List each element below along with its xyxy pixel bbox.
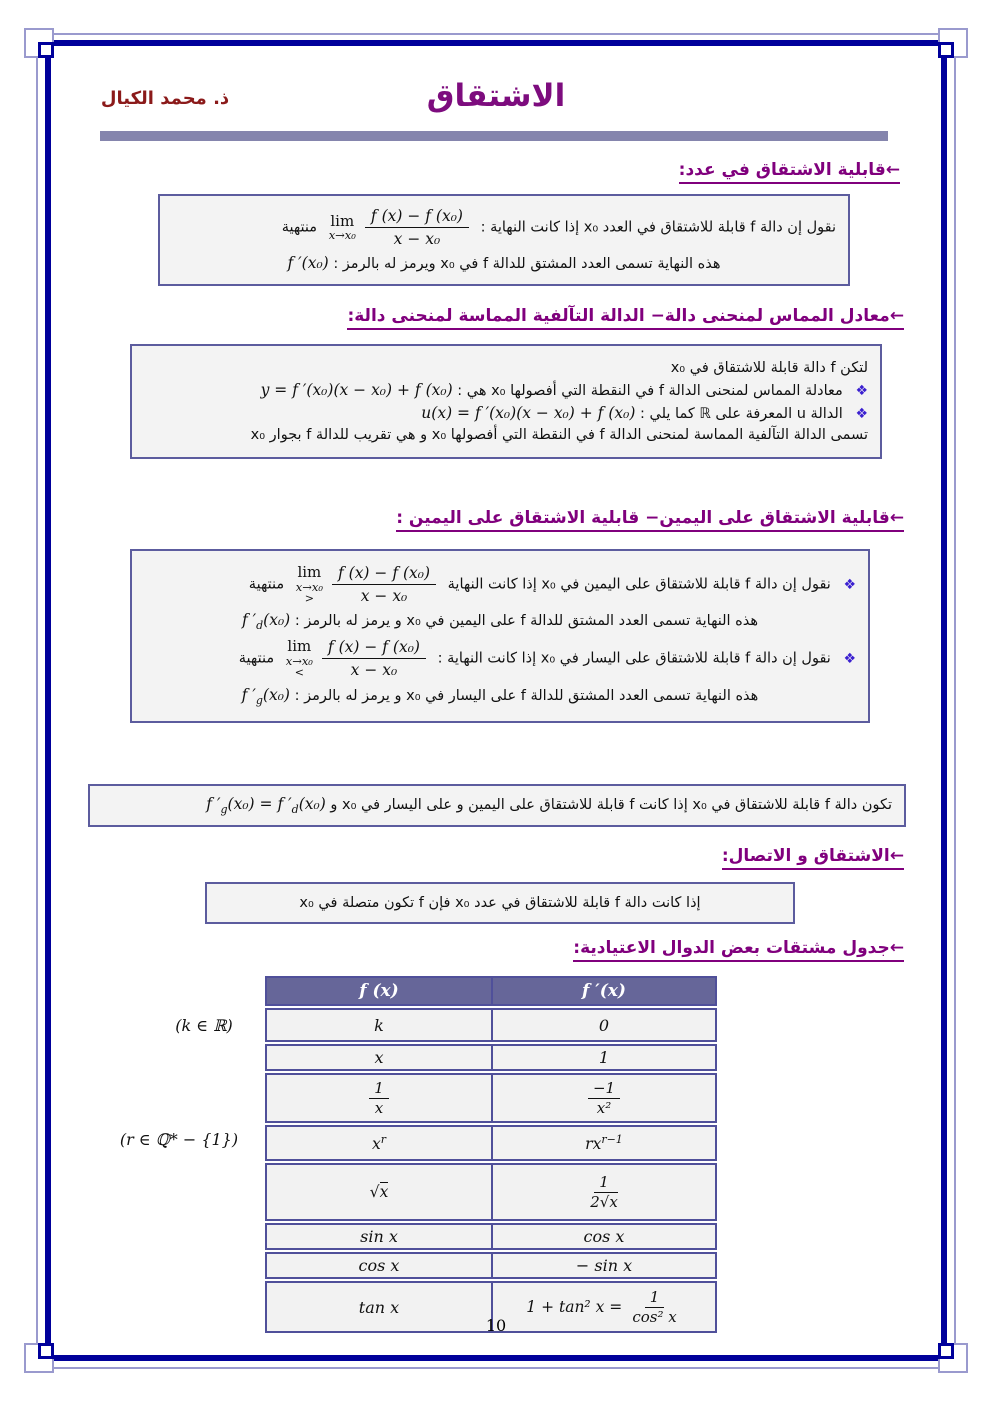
table-row xyxy=(265,1044,717,1071)
definition-box-derivability xyxy=(158,194,850,286)
cell-fx: sin x xyxy=(360,1227,398,1246)
lim-subscript: x→x₀ xyxy=(328,228,356,243)
right-derivability-line xyxy=(144,564,856,605)
lim-direction: > xyxy=(304,592,314,606)
section-heading-differentiability xyxy=(679,160,900,184)
approximation-line xyxy=(144,427,868,443)
derivative-number-text: هذه النهاية تسمى العدد المشتق للدالة f في x₀ ويرمز له بالرمز : xyxy=(333,256,721,272)
heading-text: جدول مشتقات بعض الدوال الاعتيادية: xyxy=(573,938,890,958)
subscript-g: g xyxy=(220,803,228,817)
denominator: cos² x xyxy=(632,1307,677,1326)
fraction xyxy=(585,1173,623,1212)
annotation-r-in-Q: (r ∈ ℚ* − {1}) xyxy=(119,1130,239,1149)
table-header-fx: f (x) xyxy=(359,981,399,1001)
left-limit-expression xyxy=(286,638,426,679)
section-heading-tangent xyxy=(347,306,904,330)
lim-subscript: x→x₀ xyxy=(285,653,313,668)
left-derivability-line xyxy=(144,638,856,679)
one-sided-box xyxy=(130,549,870,723)
sqrt-expression xyxy=(370,1183,389,1201)
cell-dfx xyxy=(491,1165,715,1219)
difference-quotient xyxy=(365,207,469,248)
cell-fx: cos x xyxy=(358,1256,400,1275)
denominator: x − x₀ xyxy=(360,587,408,606)
numerator: 1 xyxy=(645,1288,665,1308)
lim-subscript: x→x₀ xyxy=(295,579,323,594)
page-title: الاشتقاق xyxy=(426,78,566,114)
divider-bar xyxy=(100,131,888,141)
annotation-k-in-R: (k ∈ ℝ) xyxy=(175,1016,233,1035)
limit-expression xyxy=(329,207,469,248)
table-row xyxy=(265,1008,717,1042)
cell-fx: x xyxy=(374,1048,384,1067)
corner-ornament-inner xyxy=(938,42,954,58)
cell-fx xyxy=(267,1075,491,1121)
argument: (x₀) xyxy=(262,685,290,704)
subscript-g: g xyxy=(255,693,263,707)
cell-dfx: cos x xyxy=(491,1225,715,1248)
limit-symbol xyxy=(286,638,313,679)
cell-dfx: 1 xyxy=(491,1046,715,1069)
numerator: −1 xyxy=(588,1079,620,1099)
derivative-symbol: f ′(x₀) xyxy=(287,254,329,272)
affine-function-text: الدالة u المعرفة على ℝ كما يلي : xyxy=(640,406,843,422)
equals-sign: = xyxy=(259,795,273,813)
fraction xyxy=(369,1079,389,1118)
table-row xyxy=(265,1125,717,1161)
corner-ornament-inner xyxy=(938,1343,954,1359)
heading-text: معادل المماس لمنحنى دالة− الدالة التآلفية المماسة لمنحنى دالة: xyxy=(347,306,890,326)
subscript-d: d xyxy=(256,619,264,633)
f-prime: f ′ xyxy=(241,685,256,704)
definition-line xyxy=(172,207,836,248)
tangent-equation: y = f ′(x₀)(x − x₀) + f (x₀) xyxy=(260,381,453,399)
arrow-icon: ← xyxy=(889,306,904,326)
diamond-bullet-icon: ❖ xyxy=(855,383,868,399)
exponent: r−1 xyxy=(601,1132,623,1146)
finite-label: منتهية xyxy=(281,219,318,236)
cell-dfx: 0 xyxy=(491,1010,715,1040)
affine-function-line xyxy=(144,404,868,422)
table-row xyxy=(265,1223,717,1250)
table-row xyxy=(265,1073,717,1123)
equality-formula xyxy=(206,795,326,817)
heading-text: قابلية الاشتقاق في عدد: xyxy=(678,160,886,180)
cell-dfx: − sin x xyxy=(491,1254,715,1277)
cell-dfx xyxy=(491,1075,715,1121)
continuity-text: إذا كانت دالة f قابلة للاشتقاق في عدد x₀ فإن f تكون متصلة في x₀ xyxy=(299,895,701,911)
lim-word: lim xyxy=(297,563,322,581)
right-derivative-number-line xyxy=(144,611,856,632)
left-derivative-symbol xyxy=(241,685,290,707)
right-derivative-text: هذه النهاية تسمى العدد المشتق للدالة f على اليمين في x₀ و يرمز له بالرمز : xyxy=(294,613,759,630)
argument: (x₀) xyxy=(227,795,255,813)
table-row xyxy=(265,1163,717,1221)
finite-label: منتهية xyxy=(248,576,285,593)
denominator xyxy=(585,1193,623,1212)
equivalence-box xyxy=(88,784,906,827)
base: x xyxy=(371,1135,381,1154)
numerator: f (x) − f (x₀) xyxy=(332,564,436,585)
radicand: x xyxy=(379,1183,389,1201)
page-number: 10 xyxy=(485,1316,507,1335)
argument: (x₀) xyxy=(298,795,326,813)
numerator: 1 xyxy=(369,1079,389,1099)
f-prime: f ′ xyxy=(241,611,257,630)
right-derivative-symbol xyxy=(241,611,291,633)
cell-dfx xyxy=(491,1127,715,1159)
approximation-text: تسمى الدالة التآلفية المماسة لمنحنى الدالة f في النقطة التي أفصولها x₀ و هي تقريب للدالة f بجوار x₀ xyxy=(250,427,868,443)
continuity-box xyxy=(205,882,795,924)
right-derivability-text: نقول إن دالة f قابلة للاشتقاق على اليمين في x₀ إذا كانت النهاية xyxy=(447,576,831,593)
equivalence-text: تكون دالة f قابلة للاشتقاق في x₀ إذا كانت f قابلة للاشتقاق على اليمين و على اليسار في x₀ و xyxy=(330,797,892,813)
corner-ornament-inner xyxy=(38,1343,54,1359)
lim-direction: < xyxy=(294,666,304,680)
definition-text: نقول إن دالة f قابلة للاشتقاق في العدد x₀ إذا كانت النهاية : xyxy=(480,219,836,236)
f-prime: f ′ xyxy=(277,795,292,813)
radical-sign: √ xyxy=(369,1183,380,1201)
right-limit-expression xyxy=(296,564,436,605)
f-prime: f ′ xyxy=(206,795,221,813)
numerator: f (x) − f (x₀) xyxy=(322,638,426,659)
heading-text: الاشتقاق و الاتصال: xyxy=(721,846,890,866)
table-header-row xyxy=(265,976,717,1006)
arrow-icon: ← xyxy=(889,508,904,528)
denominator: x² xyxy=(596,1098,612,1117)
subscript-d: d xyxy=(291,803,299,817)
lim-word: lim xyxy=(287,637,312,656)
exponent: r xyxy=(380,1132,386,1146)
radicand: x xyxy=(609,1192,618,1211)
cell-fx xyxy=(267,1127,491,1159)
power-expression xyxy=(372,1133,386,1153)
coefficient: 2 xyxy=(590,1192,600,1211)
numerator: 1 xyxy=(594,1173,614,1193)
limit-symbol xyxy=(329,213,356,242)
section-heading-one-sided xyxy=(396,508,904,532)
derivative-number-line xyxy=(172,254,836,272)
arrow-icon: ← xyxy=(889,846,904,866)
cell-fx: tan x xyxy=(358,1297,400,1317)
hypothesis-text: لتكن f دالة قابلة للاشتقاق في x₀ xyxy=(670,360,868,376)
section-heading-continuity xyxy=(722,846,904,870)
difference-quotient xyxy=(332,564,436,605)
base: rx xyxy=(585,1135,602,1154)
denominator: x xyxy=(374,1098,384,1117)
identity-prefix: 1 + tan² x = xyxy=(526,1298,623,1316)
denominator: x − x₀ xyxy=(393,230,441,248)
left-derivative-number-line xyxy=(144,686,856,707)
derivative-table xyxy=(265,976,717,1335)
hypothesis-line xyxy=(144,360,868,376)
cell-fx xyxy=(267,1165,491,1219)
diamond-bullet-icon: ❖ xyxy=(843,576,856,593)
denominator: x − x₀ xyxy=(350,661,398,680)
tangent-box xyxy=(130,344,882,459)
diamond-bullet-icon: ❖ xyxy=(855,406,868,422)
difference-quotient xyxy=(322,638,426,679)
left-derivative-text: هذه النهاية تسمى العدد المشتق للدالة f على اليسار في x₀ و يرمز له بالرمز : xyxy=(294,687,759,704)
section-heading-derivative-table xyxy=(573,938,904,962)
affine-function-equation: u(x) = f ′(x₀)(x − x₀) + f (x₀) xyxy=(421,404,636,422)
corner-ornament-inner xyxy=(38,42,54,58)
tangent-equation-text: معادلة المماس لمنحنى الدالة f في النقطة التي أفصولها x₀ هي : xyxy=(457,383,843,399)
numerator: f (x) − f (x₀) xyxy=(365,207,469,228)
arrow-icon: ← xyxy=(885,160,900,180)
lim-word: lim xyxy=(330,211,355,230)
cell-fx: k xyxy=(374,1015,384,1035)
table-header-dfx: f ′(x) xyxy=(491,978,715,1004)
table-row xyxy=(265,1252,717,1279)
radical-sign: √ xyxy=(599,1192,610,1211)
argument: (x₀) xyxy=(263,611,291,630)
author-name: ذ. محمد الكيال xyxy=(100,88,230,109)
tangent-equation-line xyxy=(144,381,868,399)
fraction xyxy=(588,1079,620,1118)
left-derivability-text: نقول إن دالة f قابلة للاشتقاق على اليسار في x₀ إذا كانت النهاية : xyxy=(437,650,831,667)
heading-text: قابلية الاشتقاق على اليمين− قابلية الاشتقاق على اليمين : xyxy=(396,508,890,528)
finite-label: منتهية xyxy=(238,650,275,667)
diamond-bullet-icon: ❖ xyxy=(843,650,856,667)
limit-symbol xyxy=(296,564,323,605)
arrow-icon: ← xyxy=(889,938,904,958)
power-expression xyxy=(585,1133,623,1153)
